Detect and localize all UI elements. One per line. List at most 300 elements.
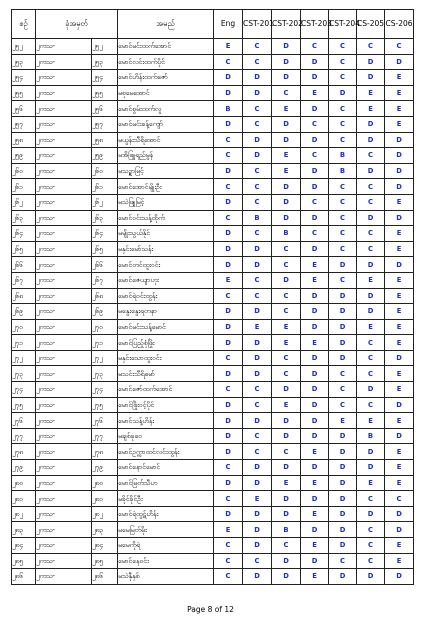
grade-cst-201-cell: C <box>243 272 272 288</box>
grade-cst-201-cell: D <box>243 413 272 429</box>
grade-cst-202-cell: E <box>272 148 301 164</box>
grade-cst-204-cell: D <box>329 460 357 476</box>
grade-cs-205-cell: C <box>357 366 385 382</box>
grade-cs-205-cell: E <box>357 101 385 117</box>
serial-no-cell: ၂၆၇ <box>12 272 36 288</box>
grade-cs-205-cell: D <box>357 288 385 304</box>
header-cst-202: CST-202 <box>272 10 301 39</box>
exam-prefix-cell: ၂ကသ- <box>36 241 92 257</box>
serial-no-cell: ၂၅၆ <box>12 101 36 117</box>
exam-prefix-cell: ၂ကသ- <box>36 460 92 476</box>
grade-cst-204-cell: C <box>329 54 357 70</box>
grade-cst-202-cell: B <box>272 226 301 242</box>
table-row <box>12 210 414 226</box>
student-name-cell: မစုမေအောင် <box>118 85 214 101</box>
table-row <box>12 304 414 320</box>
grade-cs-206-cell: E <box>385 366 414 382</box>
exam-prefix-cell: ၂ကသ- <box>36 70 92 86</box>
grade-cs-206-cell: E <box>385 116 414 132</box>
grade-cs-205-cell: D <box>357 210 385 226</box>
exam-prefix-cell: ၂ကသ- <box>36 194 92 210</box>
grade-cs-206-cell: D <box>385 132 414 148</box>
table-row <box>12 272 414 288</box>
exam-prefix-cell: ၂ကသ- <box>36 428 92 444</box>
grade-cst-203-cell: D <box>301 132 329 148</box>
grade-cst-204-cell: D <box>329 350 357 366</box>
student-name-cell: မောင်မင်းသန့်မောင် <box>118 319 214 335</box>
grade-eng-cell: D <box>214 444 243 460</box>
roll-number-cell: ၂၅၂ <box>92 39 118 55</box>
exam-prefix-cell: ၂ကသ- <box>36 569 92 585</box>
grade-cst-203-cell: E <box>301 85 329 101</box>
serial-no-cell: ၂၅၇ <box>12 116 36 132</box>
grade-cst-202-cell: D <box>272 116 301 132</box>
roll-number-cell: ၂၆၆ <box>92 257 118 273</box>
grade-eng-cell: D <box>214 194 243 210</box>
grade-cs-205-cell: C <box>357 194 385 210</box>
grade-cst-201-cell: D <box>243 304 272 320</box>
grade-eng-cell: C <box>214 148 243 164</box>
exam-prefix-cell: ၂ကသ- <box>36 257 92 273</box>
grade-cst-203-cell: E <box>301 335 329 351</box>
grade-cs-206-cell: E <box>385 538 414 554</box>
serial-no-cell: ၂၅၂ <box>12 39 36 55</box>
exam-prefix-cell: ၂ကသ- <box>36 413 92 429</box>
serial-no-cell: ၂၆၅ <box>12 241 36 257</box>
page-footer: Page 8 of 12 <box>187 605 234 614</box>
grade-cst-202-cell: D <box>272 491 301 507</box>
grade-cst-203-cell: E <box>301 257 329 273</box>
grade-cst-204-cell: D <box>329 538 357 554</box>
student-name-cell: မောင်အောင်မျိုးဦး <box>118 179 214 195</box>
grade-cst-204-cell: C <box>329 194 357 210</box>
grade-cst-203-cell: D <box>301 460 329 476</box>
grade-cst-203-cell: E <box>301 272 329 288</box>
roll-number-cell: ၂၆၄ <box>92 226 118 242</box>
exam-prefix-cell: ၂ကသ- <box>36 39 92 55</box>
grades-table-body <box>12 39 414 585</box>
student-name-cell: မနွေးနွေးရတနာ <box>118 304 214 320</box>
grade-cst-202-cell: E <box>272 319 301 335</box>
serial-no-cell: ၂၆၄ <box>12 226 36 242</box>
grade-cs-206-cell: E <box>385 413 414 429</box>
student-name-cell: မောင်တင်ထူးဝင်း <box>118 257 214 273</box>
grade-cs-205-cell: C <box>357 491 385 507</box>
grade-cs-206-cell: E <box>385 194 414 210</box>
header-serial-no: စဥ် <box>12 10 36 39</box>
grade-cs-205-cell: C <box>357 39 385 55</box>
grade-cst-204-cell: D <box>329 304 357 320</box>
grade-cst-203-cell: D <box>301 288 329 304</box>
table-row <box>12 226 414 242</box>
grade-cs-206-cell: E <box>385 241 414 257</box>
roll-number-cell: ၂၈၀ <box>92 475 118 491</box>
roll-number-cell: ၂၇၆ <box>92 413 118 429</box>
grade-cst-204-cell: C <box>329 272 357 288</box>
roll-number-cell: ၂၆၇ <box>92 272 118 288</box>
grade-cst-203-cell: D <box>301 319 329 335</box>
grade-cst-204-cell: D <box>329 288 357 304</box>
grade-cst-202-cell: D <box>272 428 301 444</box>
grade-cst-204-cell: D <box>329 506 357 522</box>
roll-number-cell: ၂၇၇ <box>92 428 118 444</box>
table-row <box>12 553 414 569</box>
serial-no-cell: ၂၈၁ <box>12 491 36 507</box>
grade-cst-203-cell: D <box>301 397 329 413</box>
grade-cs-205-cell: E <box>357 413 385 429</box>
grade-cst-201-cell: D <box>243 460 272 476</box>
grade-cst-204-cell: C <box>329 397 357 413</box>
exam-prefix-cell: ၂ကသ- <box>36 304 92 320</box>
table-row <box>12 132 414 148</box>
grade-cs-206-cell: E <box>385 304 414 320</box>
grade-cst-202-cell: D <box>272 70 301 86</box>
grade-eng-cell: D <box>214 366 243 382</box>
roll-number-cell: ၂၅၃ <box>92 54 118 70</box>
grade-cst-204-cell: B <box>329 163 357 179</box>
grade-cs-205-cell: D <box>357 444 385 460</box>
grade-cst-204-cell: D <box>329 85 357 101</box>
grade-cst-204-cell: D <box>329 522 357 538</box>
roll-number-cell: ၂၆၃ <box>92 210 118 226</box>
grade-cst-204-cell: E <box>329 413 357 429</box>
serial-no-cell: ၂၇၇ <box>12 428 36 444</box>
header-roll-no: ခုံအမှတ် <box>36 10 118 39</box>
roll-number-cell: ၂၇၁ <box>92 335 118 351</box>
table-row <box>12 491 414 507</box>
grade-cst-201-cell: D <box>243 350 272 366</box>
exam-prefix-cell: ၂ကသ- <box>36 319 92 335</box>
grade-cs-205-cell: D <box>357 257 385 273</box>
grade-cst-203-cell: C <box>301 194 329 210</box>
grade-cs-205-cell: C <box>357 397 385 413</box>
student-name-cell: မယွန်းသီရိအောင် <box>118 132 214 148</box>
exam-prefix-cell: ၂ကသ- <box>36 444 92 460</box>
student-name-cell: မနှင်းမော်သန်း <box>118 241 214 257</box>
grade-eng-cell: D <box>214 70 243 86</box>
grade-cst-204-cell: C <box>329 382 357 398</box>
grade-cs-205-cell: D <box>357 163 385 179</box>
grade-cst-203-cell: C <box>301 226 329 242</box>
grade-eng-cell: E <box>214 272 243 288</box>
exam-prefix-cell: ၂ကသ- <box>36 85 92 101</box>
grade-cs-205-cell: C <box>357 241 385 257</box>
grade-cst-203-cell: D <box>301 210 329 226</box>
header-cst-204: CST-204 <box>329 10 357 39</box>
grade-eng-cell: C <box>214 54 243 70</box>
roll-number-cell: ၂၅၆ <box>92 101 118 117</box>
grade-cst-202-cell: C <box>272 444 301 460</box>
grade-cst-201-cell: D <box>243 257 272 273</box>
table-row <box>12 460 414 476</box>
exam-prefix-cell: ၂ကသ- <box>36 553 92 569</box>
table-row <box>12 39 414 55</box>
roll-number-cell: ၂၇၈ <box>92 444 118 460</box>
exam-prefix-cell: ၂ကသ- <box>36 491 92 507</box>
table-row <box>12 350 414 366</box>
grade-cst-201-cell: D <box>243 148 272 164</box>
roll-number-cell: ၂၆၁ <box>92 179 118 195</box>
table-row <box>12 522 414 538</box>
table-row <box>12 163 414 179</box>
grade-cst-201-cell: C <box>243 163 272 179</box>
serial-no-cell: ၂၅၅ <box>12 85 36 101</box>
grade-cs-206-cell: E <box>385 101 414 117</box>
exam-prefix-cell: ၂ကသ- <box>36 148 92 164</box>
grade-cst-204-cell: C <box>329 179 357 195</box>
serial-no-cell: ၂၅၄ <box>12 70 36 86</box>
grade-eng-cell: C <box>214 350 243 366</box>
grade-cst-202-cell: E <box>272 335 301 351</box>
roll-number-cell: ၂၈၂ <box>92 506 118 522</box>
table-header-row <box>12 10 414 39</box>
grade-cs-206-cell: E <box>385 335 414 351</box>
grade-cst-202-cell: E <box>272 397 301 413</box>
grade-cst-204-cell: D <box>329 335 357 351</box>
grade-cst-203-cell: D <box>301 350 329 366</box>
student-name-cell: မနှင်းသောထူးဝင်း <box>118 350 214 366</box>
table-row <box>12 148 414 164</box>
student-name-cell: မောင်ဝင်းသန့်ထိုက် <box>118 210 214 226</box>
grade-cst-203-cell: E <box>301 475 329 491</box>
student-name-cell: မောင်မြတ်သီဟ <box>118 475 214 491</box>
exam-prefix-cell: ၂ကသ- <box>36 54 92 70</box>
grade-eng-cell: D <box>214 116 243 132</box>
exam-prefix-cell: ၂ကသ- <box>36 179 92 195</box>
grade-cst-202-cell: D <box>272 132 301 148</box>
serial-no-cell: ၂၇၆ <box>12 413 36 429</box>
table-row <box>12 101 414 117</box>
header-eng: Eng <box>214 10 243 39</box>
grade-cst-201-cell: C <box>243 553 272 569</box>
grade-cst-203-cell: D <box>301 522 329 538</box>
table-row <box>12 179 414 195</box>
grade-cst-201-cell: D <box>243 85 272 101</box>
grade-cs-206-cell: D <box>385 148 414 164</box>
grade-eng-cell: D <box>214 413 243 429</box>
grade-cst-201-cell: D <box>243 366 272 382</box>
roll-number-cell: ၂၇၂ <box>92 350 118 366</box>
table-row <box>12 288 414 304</box>
table-row <box>12 506 414 522</box>
header-name: အမည် <box>118 10 214 39</box>
grade-cst-203-cell: D <box>301 366 329 382</box>
table-row <box>12 335 414 351</box>
grade-cst-203-cell: C <box>301 39 329 55</box>
grade-cst-204-cell: C <box>329 116 357 132</box>
grade-cst-202-cell: C <box>272 288 301 304</box>
grade-cs-205-cell: C <box>357 226 385 242</box>
grade-cst-204-cell: B <box>329 148 357 164</box>
exam-prefix-cell: ၂ကသ- <box>36 522 92 538</box>
grade-cst-204-cell: C <box>329 132 357 148</box>
grade-cst-203-cell: D <box>301 304 329 320</box>
table-row <box>12 241 414 257</box>
grade-eng-cell: C <box>214 569 243 585</box>
grade-cst-201-cell: C <box>243 54 272 70</box>
grade-cst-204-cell: D <box>329 257 357 273</box>
student-name-cell: မောင်လင်းထက်ပိုင် <box>118 54 214 70</box>
grade-cs-206-cell: D <box>385 257 414 273</box>
grade-eng-cell: C <box>214 132 243 148</box>
grade-cst-204-cell: C <box>329 210 357 226</box>
grade-cst-204-cell: C <box>329 553 357 569</box>
table-row <box>12 319 414 335</box>
grade-cst-201-cell: C <box>243 39 272 55</box>
grade-cst-202-cell: C <box>272 241 301 257</box>
student-name-cell: မောင်ဟိန်းထက်ဇော် <box>118 70 214 86</box>
grade-cs-206-cell: E <box>385 553 414 569</box>
grade-eng-cell: D <box>214 257 243 273</box>
grade-cst-201-cell: C <box>243 397 272 413</box>
grade-cs-205-cell: D <box>357 382 385 398</box>
serial-no-cell: ၂၈၄ <box>12 538 36 554</box>
grade-eng-cell: D <box>214 397 243 413</box>
grade-cst-201-cell: D <box>243 132 272 148</box>
exam-prefix-cell: ၂ကသ- <box>36 132 92 148</box>
header-cst-203: CST-203 <box>301 10 329 39</box>
table-row <box>12 257 414 273</box>
serial-no-cell: ၂၇၅ <box>12 397 36 413</box>
grade-cs-206-cell: E <box>385 85 414 101</box>
student-name-cell: မောင်နေဝင်း <box>118 553 214 569</box>
grades-table <box>11 9 414 585</box>
grade-cst-203-cell: E <box>301 444 329 460</box>
grade-cst-203-cell: D <box>301 382 329 398</box>
serial-no-cell: ၂၅၉ <box>12 148 36 164</box>
grade-cst-201-cell: C <box>243 428 272 444</box>
student-name-cell: မောင်သန့်ဟိန်း <box>118 413 214 429</box>
exam-prefix-cell: ၂ကသ- <box>36 335 92 351</box>
grade-eng-cell: C <box>214 382 243 398</box>
exam-prefix-cell: ၂ကသ- <box>36 226 92 242</box>
grade-cst-202-cell: D <box>272 460 301 476</box>
student-name-cell: မသဉ္စာမြင့် <box>118 163 214 179</box>
grade-cs-206-cell: D <box>385 179 414 195</box>
grade-cs-205-cell: E <box>357 475 385 491</box>
table-row <box>12 366 414 382</box>
table-row <box>12 538 414 554</box>
grade-cst-203-cell: E <box>301 506 329 522</box>
roll-number-cell: ၂၆၈ <box>92 288 118 304</box>
exam-prefix-cell: ၂ကသ- <box>36 116 92 132</box>
grade-cs-205-cell: C <box>357 350 385 366</box>
student-name-cell: မခိုင်ခိုင်ဦး <box>118 491 214 507</box>
grade-cst-201-cell: D <box>243 569 272 585</box>
grade-cst-202-cell: E <box>272 163 301 179</box>
grade-cst-201-cell: D <box>243 70 272 86</box>
grade-cst-202-cell: E <box>272 475 301 491</box>
grade-cs-205-cell: D <box>357 132 385 148</box>
grade-cs-206-cell: C <box>385 39 414 55</box>
grade-cst-201-cell: C <box>243 382 272 398</box>
table-row <box>12 428 414 444</box>
grade-cst-203-cell: E <box>301 569 329 585</box>
grade-eng-cell: D <box>214 241 243 257</box>
table-row <box>12 413 414 429</box>
exam-prefix-cell: ၂ကသ- <box>36 272 92 288</box>
grade-cst-202-cell: D <box>272 179 301 195</box>
grade-cs-205-cell: D <box>357 569 385 585</box>
grade-cst-203-cell: D <box>301 70 329 86</box>
exam-prefix-cell: ၂ကသ- <box>36 288 92 304</box>
serial-no-cell: ၂၈၆ <box>12 569 36 585</box>
serial-no-cell: ၂၅၃ <box>12 54 36 70</box>
serial-no-cell: ၂၇၀ <box>12 319 36 335</box>
table-row <box>12 475 414 491</box>
table-row <box>12 116 414 132</box>
grade-cst-202-cell: D <box>272 382 301 398</box>
table-row <box>12 194 414 210</box>
grade-cst-202-cell: E <box>272 101 301 117</box>
grade-cst-203-cell: D <box>301 428 329 444</box>
roll-number-cell: ၂၅၄ <box>92 70 118 86</box>
grade-eng-cell: C <box>214 179 243 195</box>
header-cs-205: CS-205 <box>357 10 385 39</box>
grade-cs-206-cell: D <box>385 569 414 585</box>
grade-cst-203-cell: D <box>301 179 329 195</box>
roll-number-cell: ၂၇၉ <box>92 460 118 476</box>
serial-no-cell: ၂၇၉ <box>12 460 36 476</box>
grade-cst-202-cell: B <box>272 522 301 538</box>
grade-cst-202-cell: C <box>272 304 301 320</box>
roll-number-cell: ၂၇၀ <box>92 319 118 335</box>
exam-prefix-cell: ၂ကသ- <box>36 475 92 491</box>
grade-cst-204-cell: D <box>329 569 357 585</box>
grade-cs-206-cell: E <box>385 460 414 476</box>
grade-cst-204-cell: C <box>329 39 357 55</box>
student-name-cell: မအိဖြူရည်မွန် <box>118 148 214 164</box>
serial-no-cell: ၂၈၀ <box>12 475 36 491</box>
grade-cs-206-cell: E <box>385 319 414 335</box>
grade-cst-201-cell: D <box>243 522 272 538</box>
serial-no-cell: ၂၆၀ <box>12 163 36 179</box>
grade-eng-cell: D <box>214 226 243 242</box>
grade-eng-cell: C <box>214 538 243 554</box>
grade-cs-205-cell: C <box>357 522 385 538</box>
grade-cst-203-cell: D <box>301 413 329 429</box>
grade-cst-201-cell: C <box>243 194 272 210</box>
grade-cst-204-cell: D <box>329 428 357 444</box>
grade-cst-202-cell: D <box>272 553 301 569</box>
grade-eng-cell: D <box>214 428 243 444</box>
table-row <box>12 382 414 398</box>
grade-eng-cell: D <box>214 319 243 335</box>
roll-number-cell: ၂၈၅ <box>92 553 118 569</box>
grade-cst-202-cell: C <box>272 85 301 101</box>
roll-number-cell: ၂၅၇ <box>92 116 118 132</box>
serial-no-cell: ၂၇၃ <box>12 366 36 382</box>
grade-cst-202-cell: D <box>272 413 301 429</box>
serial-no-cell: ၂၆၆ <box>12 257 36 273</box>
grade-cst-201-cell: E <box>243 319 272 335</box>
grade-cst-201-cell: D <box>243 241 272 257</box>
serial-no-cell: ၂၇၄ <box>12 382 36 398</box>
student-name-cell: မောင်ဖြိုးဝင့်ပိုင် <box>118 397 214 413</box>
grade-cs-205-cell: D <box>357 460 385 476</box>
student-name-cell: မောင်စွမ်းထက်လူ <box>118 101 214 117</box>
serial-no-cell: ၂၇၁ <box>12 335 36 351</box>
grade-cs-206-cell: C <box>385 491 414 507</box>
grade-cst-201-cell: C <box>243 444 272 460</box>
grade-cst-201-cell: B <box>243 210 272 226</box>
grade-cs-206-cell: D <box>385 428 414 444</box>
grade-cs-205-cell: C <box>357 335 385 351</box>
grade-cst-202-cell: D <box>272 272 301 288</box>
serial-no-cell: ၂၈၃ <box>12 522 36 538</box>
grade-cst-201-cell: D <box>243 538 272 554</box>
grade-cs-205-cell: D <box>357 506 385 522</box>
